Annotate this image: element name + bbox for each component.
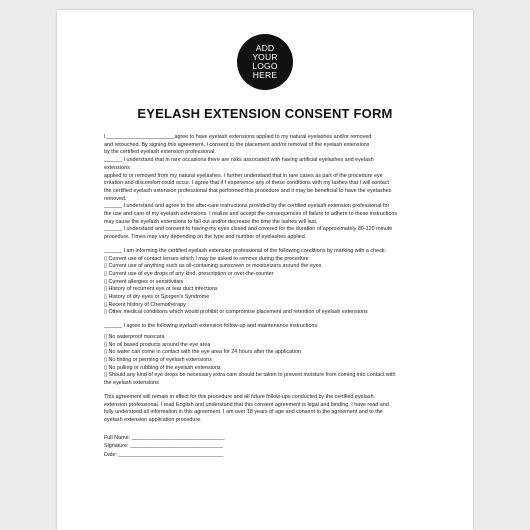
intro-section [104,134,434,242]
intro-line: and retouched. By signing this agreement, I consent to the placement and/or removal of the eyelash extensions [104,141,370,148]
followup-section [104,323,434,388]
followup-checkbox-item[interactable]: ▯ No oil based products around the eye area [104,341,211,348]
intro-line: ______ I understand and agree to the after-care instructions provided by the certified eyelash extension professional for [104,203,390,210]
intro-line: by the certified eyelash extension professional. [104,149,216,156]
followup-intro: ______ I agree to the following eyelash extension follow-up and maintenance instructions: [104,323,319,330]
condition-checkbox-item[interactable]: ▯ Recent history of Chemotherapy [104,301,186,308]
intro-line: the certified eyelash extension professional that performed this procedure and it may be beneficial to have the eyelashes [104,187,392,194]
closing-section [104,394,434,425]
consent-form-page [57,10,473,530]
intro-line: removed. [104,195,127,202]
intro-line: procedure. Times may vary depending on the type and number of eyelashes applied. [104,234,307,241]
conditions-intro: ______ I am informing the certified eyelash extension professional of the following conditions by marking with a check: [104,247,386,254]
condition-checkbox-item[interactable]: ▯ Current allergies or sensitivities [104,278,184,285]
intro-line: extensions [104,164,130,171]
closing-line: eyelash extension application procedure. [104,416,202,423]
closing-line: This agreement will remain in effect for this procedure and all future follow-ups conducted by the certified eyelash [104,393,374,400]
condition-checkbox-item[interactable]: ▯ History of dry eyes or Sjorgen's Syndrome [104,294,210,301]
form-title: EYELASH EXTENSION CONSENT FORM [137,106,393,121]
closing-line: fully understood all information in this agreement. I am over 18 years of age and consent to the agreement and to the [104,409,383,416]
condition-checkbox-item[interactable]: ▯ Current use of anything such as oil-containing sunscreen or moisturizers around the eyes [104,263,322,270]
closing-line: extension professional. I read English and understand that this consent agreement is legal and binding. I have read and [104,401,389,408]
intro-line: may cause the eyelash extensions to fall out and/or decrease the time the lashes will last. [104,218,318,225]
full-name-field[interactable]: Full Name: _______________________________ [104,434,225,441]
logo-placeholder [237,34,293,90]
intro-line: I_______________________agree to have eyelash extensions applied to my natural eyelashes and/or removed [104,134,372,140]
intro-line: ______ I understand and consent to having my eyes closed and covered for the duration of approximately 80-120 minute [104,226,393,233]
intro-line: the use and care of my eyelash extensions. I realize and accept the consequences of failure to adhere to these instructions [104,211,398,218]
intro-line: ______ I understand that in rare occasions there are risks associated with having artificial eyelashes and eyelash [104,157,374,164]
followup-checkbox-item[interactable]: ▯ No pulling or rubbing of the eyelash extensions [104,364,221,371]
signature-field[interactable]: Signature: _______________________________ [104,443,224,450]
followup-checkbox-item[interactable]: ▯ No tinting or perming of eyelash extensions [104,356,212,363]
followup-line: the eyelash extensions [104,380,159,387]
logo-text: ADD YOUR LOGO HERE [252,43,278,80]
followup-checkbox-item[interactable]: ▯ No water can come in contact with the eye area for 24 hours after the application [104,349,301,356]
condition-checkbox-item[interactable]: ▯ Current use of contact lenses which I may be asked to remove during the procedure [104,255,309,262]
date-field[interactable]: Date: ___________________________________ [104,451,224,458]
form-body [104,134,434,459]
condition-checkbox-item[interactable]: ▯ Other medical conditions which would prohibit or compromise placement and retention of eyelash extensions [104,309,368,316]
intro-line: applied to or removed from my natural eyelashes. I further understand that in rare cases as part of the procedure eye [104,172,383,179]
intro-line: irritation and discomfort could occur. I agree that if I experience any of these conditions with my lashes that I will contact [104,180,389,187]
condition-checkbox-item[interactable]: ▯ Current use of eye drops of any kind, prescription or over-the-counter [104,270,274,277]
conditions-section [104,248,434,317]
followup-checkbox-item[interactable]: ▯ No waterproof mascara [104,333,165,340]
followup-checkbox-item[interactable]: ▯ Should any kind of eye drops be necessary extra care should be taken to prevent moisture from coming into contact with [104,372,396,379]
condition-checkbox-item[interactable]: ▯ History of recurrent eye or tear duct infections [104,286,218,293]
signature-section [104,434,434,460]
